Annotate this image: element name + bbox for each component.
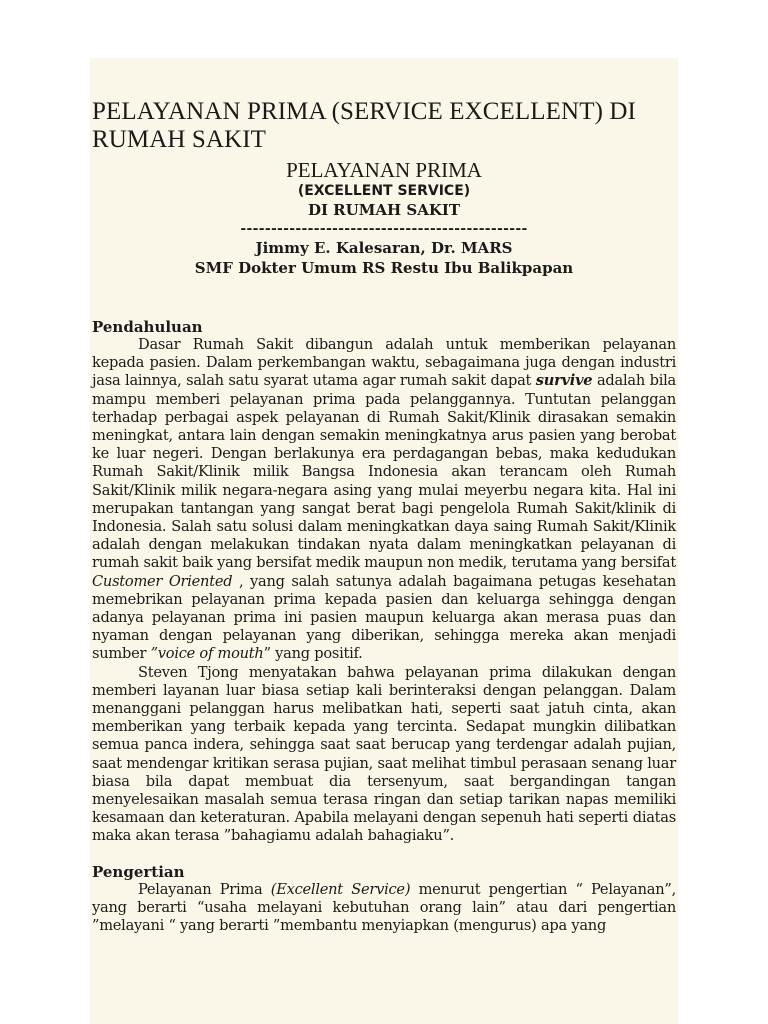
subtitle-location: DI RUMAH SAKIT bbox=[307, 201, 461, 219]
author-name: Jimmy E. Kalesaran, Dr. MARS bbox=[255, 239, 513, 257]
separator-line: ----------------------------------------------- bbox=[240, 221, 528, 237]
document-title: PELAYANAN PRIMA (SERVICE EXCELLENT) DI RUMAH SAKIT bbox=[92, 98, 636, 153]
document-page bbox=[90, 58, 678, 1024]
subtitle-main: PELAYANAN PRIMA bbox=[286, 158, 482, 182]
section-heading-definition: Pengertian bbox=[92, 862, 185, 881]
paragraph-definition-1: Pelayanan Prima (Excellent Service) menurut pengertian “ Pelayanan”, yang berarti “usaha melayani kebutuhan orang lain” atau dari pengertian ”melayani “ yang berarti ”membantu menyiapkan (mengurus) apa yang bbox=[92, 880, 676, 935]
paragraph-intro-2: Steven Tjong menyatakan bahwa pelayanan prima dilakukan dengan memberi layanan luar biasa setiap kali berinteraksi dengan pelanggan. Dalam menanggani pelanggan harus melibatkan hati, seperti saat jatuh cinta, akan memberikan yang terbaik kepada yang tercinta. Sedapat mungkin dilibatkan semua panca indera, sehingga saat saat berucap yang terdengar adalah pujian, saat mendengar kritikan serasa pujian, saat melihat timbul perasaan senang luar biasa bila dapat membuat dia tersenyum, saat bergandingan tangan menyelesaikan masalah semua terasa ringan dan setiap tarikan napas memiliki kesamaan dan keteraturan. Apabila melayani dengan sepenuh hati seperti diatas maka akan terasa ”bahagiamu adalah bahagiaku”. bbox=[92, 663, 676, 845]
subtitle-english: (EXCELLENT SERVICE) bbox=[297, 183, 471, 199]
document-body bbox=[90, 58, 678, 935]
section-heading-intro: Pendahuluan bbox=[92, 318, 203, 336]
paragraph-intro-1: Dasar Rumah Sakit dibangun adalah untuk memberikan pelayanan kepada pasien. Dalam perkembangan waktu, sebagaimana juga dengan industri jasa lainnya, salah satu syarat utama agar rumah sakit dapat survive adalah bila mampu memberi pelayanan prima pada pelanggannya. Tuntutan pelanggan terhadap perbagai aspek pelayanan di Rumah Sakit/Klinik dirasakan semakin meningkat, antara lain dengan semakin meningkatnya arus pasien yang berobat ke luar negeri. Dengan berlakunya era perdagangan bebas, maka kedudukan Rumah Sakit/Klinik milik Bangsa Indonesia akan terancam oleh Rumah Sakit/Klinik milik negara-negara asing yang mulai meyerbu negara kita. Hal ini merupakan tantangan yang sangat berat bagi pengelola Rumah Sakit/klinik di Indonesia. Salah satu solusi dalam meningkatkan daya saing Rumah Sakit/Klinik adalah dengan melakukan tindakan nyata dalam meningkatkan pelayanan di rumah sakit baik yang bersifat medik maupun non medik, terutama yang bersifat Customer Oriented , yang salah satunya adalah bagaimana petugas kesehatan memebrikan pelayanan prima kepada pasien dan keluarga sehingga dengan adanya pelayanan prima ini pasien maupun keluarga akan merasa puas dan nyaman dengan pelayanan yang diberikan, sehingga mereka akan menjadi sumber ”voice of mouth” yang positif. bbox=[92, 336, 676, 663]
author-affiliation: SMF Dokter Umum RS Restu Ibu Balikpapan bbox=[194, 259, 574, 277]
